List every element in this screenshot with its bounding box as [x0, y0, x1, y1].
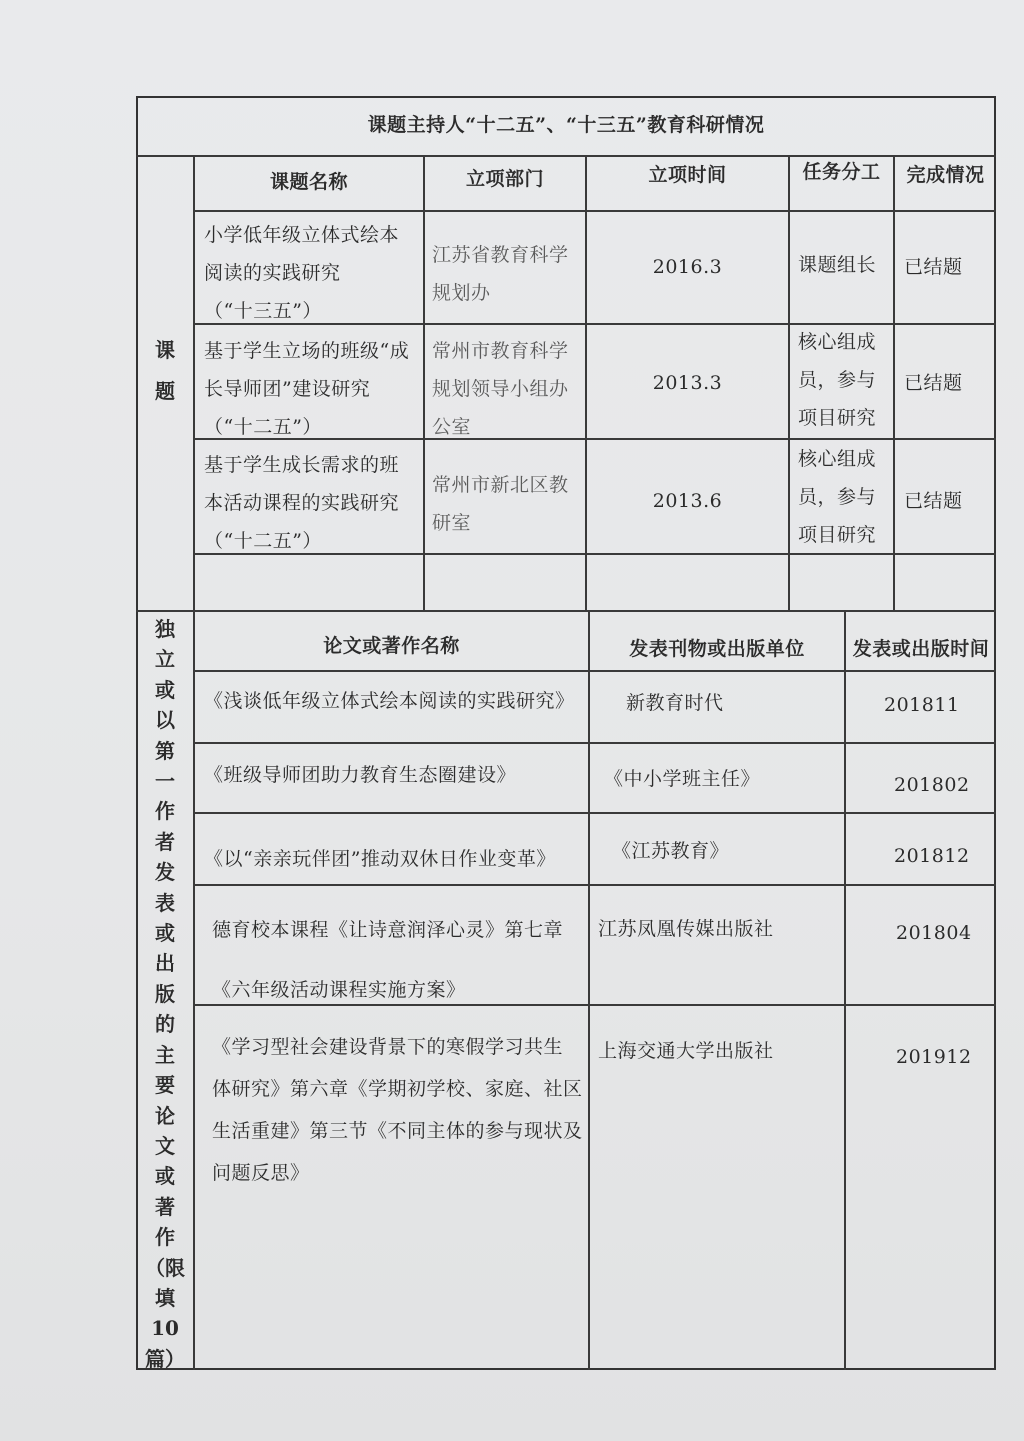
header-role: 任务分工 — [802, 161, 881, 183]
left-column-divider — [193, 155, 195, 1370]
header-publish-date: 发表或出版时间 — [852, 638, 990, 660]
paper-3-date: 201812 — [894, 845, 970, 867]
project-3-role: 核心组成 员，参与 项目研究 — [798, 448, 877, 546]
project-3-status: 已结题 — [904, 490, 963, 512]
project-col-divider — [423, 155, 425, 610]
header-publisher: 发表刊物或出版单位 — [629, 638, 805, 660]
paper-4-title: 德育校本课程《让诗意润泽心灵》第七章 《六年级活动课程实施方案》 — [212, 919, 564, 1001]
paper-5-title: 《学习型社会建设背景下的寒假学习共生 体研究》第六章《学期初学校、家庭、社区 生活重建》第三节《不同主体的参与现状及 问题反思》 — [212, 1036, 583, 1184]
form-title: 课题主持人“十二五”、“十三五”教育科研情况 — [367, 114, 765, 136]
paper-4-publisher: 江苏凤凰传媒出版社 — [598, 918, 774, 940]
paper-3-publisher: 《江苏教育》 — [612, 840, 730, 862]
project-1-department: 江苏省教育科学 规划办 — [432, 244, 569, 304]
paper-2-date: 201802 — [894, 774, 970, 796]
paper-col-divider — [588, 610, 590, 1370]
paper-row-divider — [194, 812, 996, 814]
project-1-date: 2016.3 — [652, 256, 723, 278]
papers-side-label: 独 立 或 以 第 一 作 者 发 表 或 出 版 的 主 要 论 文 或 著 作 （限 填 10 篇） — [145, 617, 185, 1371]
project-header-bottom — [194, 210, 996, 212]
paper-1-date: 201811 — [884, 694, 960, 716]
paper-5-publisher: 上海交通大学出版社 — [598, 1040, 774, 1062]
paper-1-title: 《浅谈低年级立体式绘本阅读的实践研究》 — [204, 690, 575, 712]
project-3-name: 基于学生成长需求的班 本活动课程的实践研究 （“十二五”） — [204, 454, 400, 552]
project-3-date: 2013.6 — [652, 490, 723, 512]
project-2-date: 2013.3 — [652, 372, 723, 394]
paper-5-date: 201912 — [896, 1046, 972, 1068]
project-1-role: 课题组长 — [798, 254, 877, 276]
project-2-status: 已结题 — [904, 372, 963, 394]
header-project-name: 课题名称 — [269, 171, 348, 193]
paper-header-bottom — [194, 670, 996, 672]
project-2-department: 常州市教育科学 规划领导小组办 公室 — [432, 340, 569, 438]
project-3-department: 常州市新北区教 研室 — [432, 474, 569, 534]
paper-1-publisher: 新教育时代 — [626, 692, 724, 714]
paper-row-divider — [194, 884, 996, 886]
project-1-name: 小学低年级立体式绘本 阅读的实践研究 （“十三五”） — [204, 224, 400, 322]
paper-3-title: 《以“亲亲玩伴团”推动双休日作业变革》 — [204, 848, 556, 870]
header-paper-title: 论文或著作名称 — [323, 635, 460, 657]
paper-4-date: 201804 — [896, 922, 972, 944]
header-approval-date: 立项时间 — [648, 164, 727, 186]
section-divider — [136, 610, 996, 612]
project-col-divider — [893, 155, 895, 610]
paper-row-divider — [194, 742, 996, 744]
project-1-status: 已结题 — [904, 256, 963, 278]
projects-side-label: 课 题 — [155, 338, 175, 403]
project-2-role: 核心组成 员，参与 项目研究 — [798, 331, 877, 429]
paper-2-publisher: 《中小学班主任》 — [604, 768, 761, 790]
paper-2-title: 《班级导师团助力教育生态圈建设》 — [204, 764, 517, 786]
header-department: 立项部门 — [465, 168, 544, 190]
paper-col-divider — [844, 610, 846, 1370]
project-col-divider — [788, 155, 790, 610]
project-2-name: 基于学生立场的班级“成 长导师团”建设研究 （“十二五”） — [204, 340, 410, 438]
header-status: 完成情况 — [906, 164, 985, 186]
